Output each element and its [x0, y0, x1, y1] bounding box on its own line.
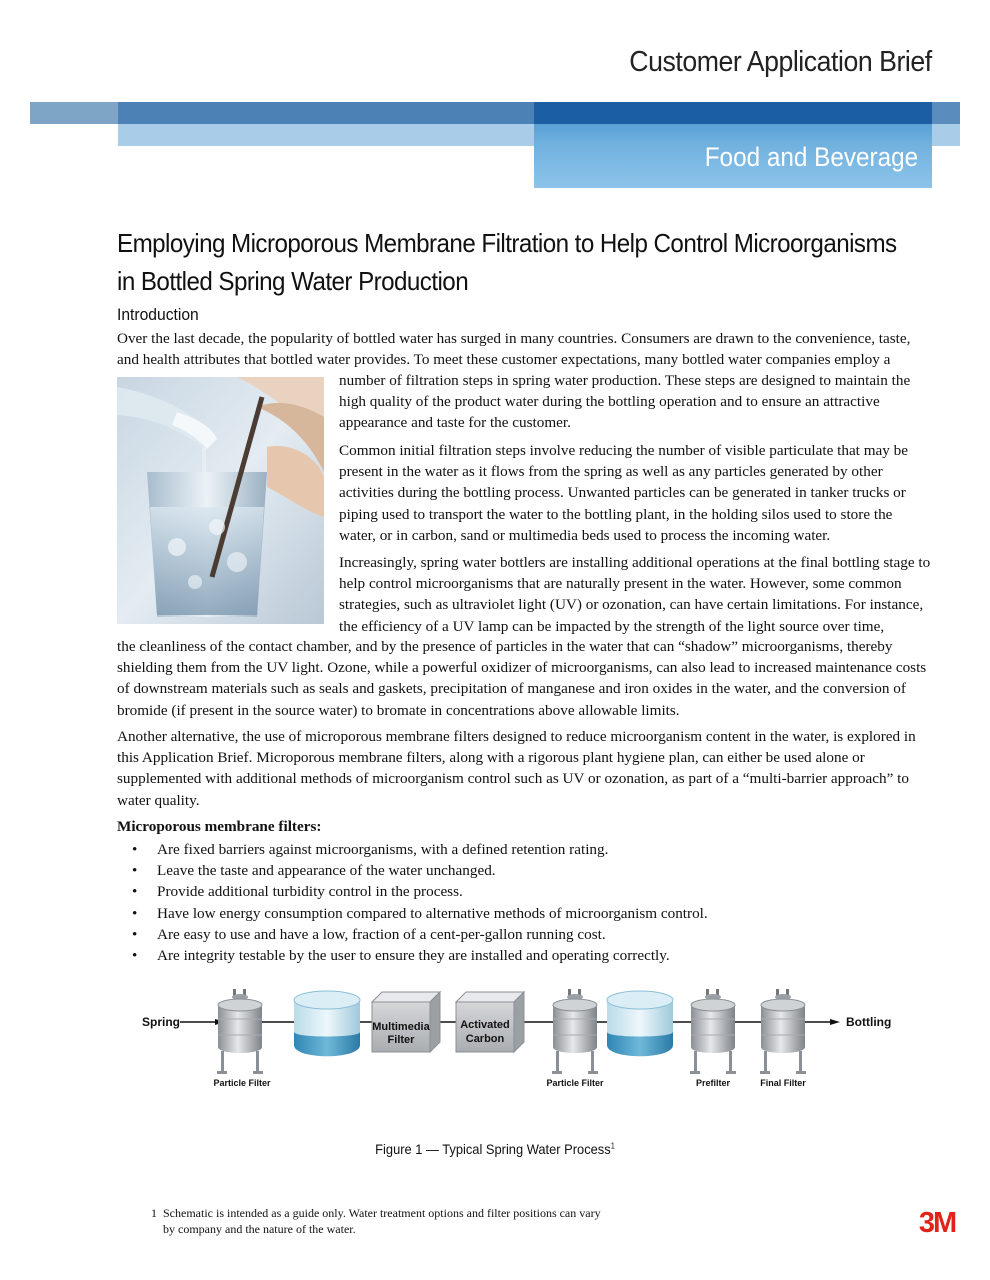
footnote-text: Schematic is intended as a guide only. Water treatment options and filter positions can vary by company and the nature of the water.	[163, 1206, 601, 1236]
paragraph-3: Common initial filtration steps involve reducing the number of visible particulate that may be present in the water as it flows from the spring as well as any particles generated by other activities during the bottling process. Unwanted particles can be generated in tanker trucks or piping used to transport the water to the bottling plant, in the holding silos used to store the water, or in carbon, sand or multimedia beds used to process the incoming water.	[339, 442, 908, 544]
footnote	[151, 1205, 611, 1237]
particle-filter-2-icon	[552, 989, 598, 1074]
header-band-light-right	[932, 124, 960, 146]
header-band-dark	[534, 102, 932, 124]
logo-text: 3M	[918, 1207, 956, 1236]
multimedia-label-line-1: Multimedia	[372, 1021, 430, 1033]
particle-filter-1-icon	[217, 989, 263, 1074]
particle-filter-2-label: Particle Filter	[546, 1078, 604, 1088]
paragraph-4-continued: the cleanliness of the contact chamber, and by the presence of particles in the water that can “shadow” microorganisms, thereby shielding them from the UV light. Ozone, while a powerful oxidizer of microorganisms, can also lead to increased maintenance costs of downstream materials such as seals and gaskets, precipitation of manganese and iron oxides in the water, and the conversion of bromide (if present in the source water) to bromate in concentrations above allowable limits.	[117, 638, 927, 719]
storage-tank-1-icon	[294, 991, 360, 1056]
header-band-left	[30, 102, 118, 124]
bullet-list	[117, 839, 708, 966]
brief-title: Customer Application Brief	[629, 46, 932, 78]
list-item: • Are fixed barriers against microorganisms, with a defined retention rating.	[117, 839, 708, 860]
particle-filter-1-label: Particle Filter	[213, 1078, 271, 1088]
process-diagram	[130, 980, 900, 1090]
figure-caption: Figure 1 — Typical Spring Water Process$^1$	[375, 1141, 615, 1157]
list-item: • Are integrity testable by the user to ensure they are installed and operating correctly.	[117, 945, 708, 966]
final-filter-icon	[760, 989, 806, 1074]
bottling-label: Bottling	[846, 1015, 892, 1029]
bullet-icon: •	[132, 925, 138, 943]
multimedia-label-line-2: Filter	[387, 1034, 415, 1046]
multimedia-filter-box	[372, 992, 440, 1052]
list-item: • Provide additional turbidity control in the process.	[117, 881, 708, 902]
bullet-icon: •	[132, 883, 138, 901]
bullet-icon: •	[132, 862, 138, 880]
bullet-icon: •	[132, 904, 138, 922]
caption-footnote-ref: 1	[610, 1141, 615, 1151]
storage-tank-2-icon	[607, 991, 673, 1056]
carbon-label-line-2: Carbon	[465, 1033, 505, 1045]
bullets-heading: Microporous membrane filters:	[117, 818, 322, 835]
document-title: Employing Microporous Membrane Filtration to Help Control Microorganisms in Bottled Spring Water Production	[117, 228, 897, 296]
paragraph-2: number of filtration steps in spring water production. These steps are designed to maintain the high quality of the product water during the bottling operation and to ensure an attractive appearance and taste for the customer.	[339, 372, 911, 432]
category-label: Food and Beverage	[704, 142, 918, 172]
list-item: • Have low energy consumption compared to alternative methods of microorganism control.	[117, 903, 708, 924]
paragraph-4: Increasingly, spring water bottlers are installing additional operations at the final bottling stage to help control microorganisms that are naturally present in the water. However, some common strategies, such as ultraviolet light (UV) or ozonation, can have certain limitations. For instance, the efficiency of a UV lamp can be impacted by the strength of the light source over time,	[339, 554, 931, 635]
bullet-icon: •	[132, 841, 138, 858]
carbon-label-line-1: Activated	[460, 1019, 510, 1031]
activated-carbon-box	[456, 992, 524, 1052]
list-item: • Are easy to use and have a low, fraction of a cent-per-gallon running cost.	[117, 924, 708, 945]
header-band-mid	[118, 102, 534, 124]
paragraph-1: Over the last decade, the popularity of bottled water has surged in many countries. Consumers are drawn to the convenience, taste, and health attributes that bottled water provides. To meet these customer expectations, many bottled water companies employ a	[117, 330, 911, 369]
footnote-number: 1	[151, 1206, 157, 1220]
prefilter-icon	[690, 989, 736, 1074]
3m-logo	[912, 1206, 962, 1236]
header-band-right	[932, 102, 960, 124]
list-item: • Leave the taste and appearance of the water unchanged.	[117, 860, 708, 881]
bullet-icon: •	[132, 947, 138, 965]
water-glass-photo	[117, 377, 324, 624]
final-filter-label: Final Filter	[760, 1078, 806, 1088]
prefilter-label: Prefilter	[695, 1078, 731, 1088]
introduction-heading: Introduction	[117, 305, 199, 324]
header-band-light	[118, 124, 534, 146]
paragraph-5: Another alternative, the use of microporous membrane filters designed to reduce microorganism content in the water, is explored in this Application Brief. Microporous membrane filters, along with a rigorous plant hygiene plan, can either be used alone or supplemented with additional methods of microorganism control such as UV or ozonation, as part of a “multi-barrier approach” to water quality.	[117, 728, 916, 809]
spring-label: Spring	[142, 1015, 180, 1029]
